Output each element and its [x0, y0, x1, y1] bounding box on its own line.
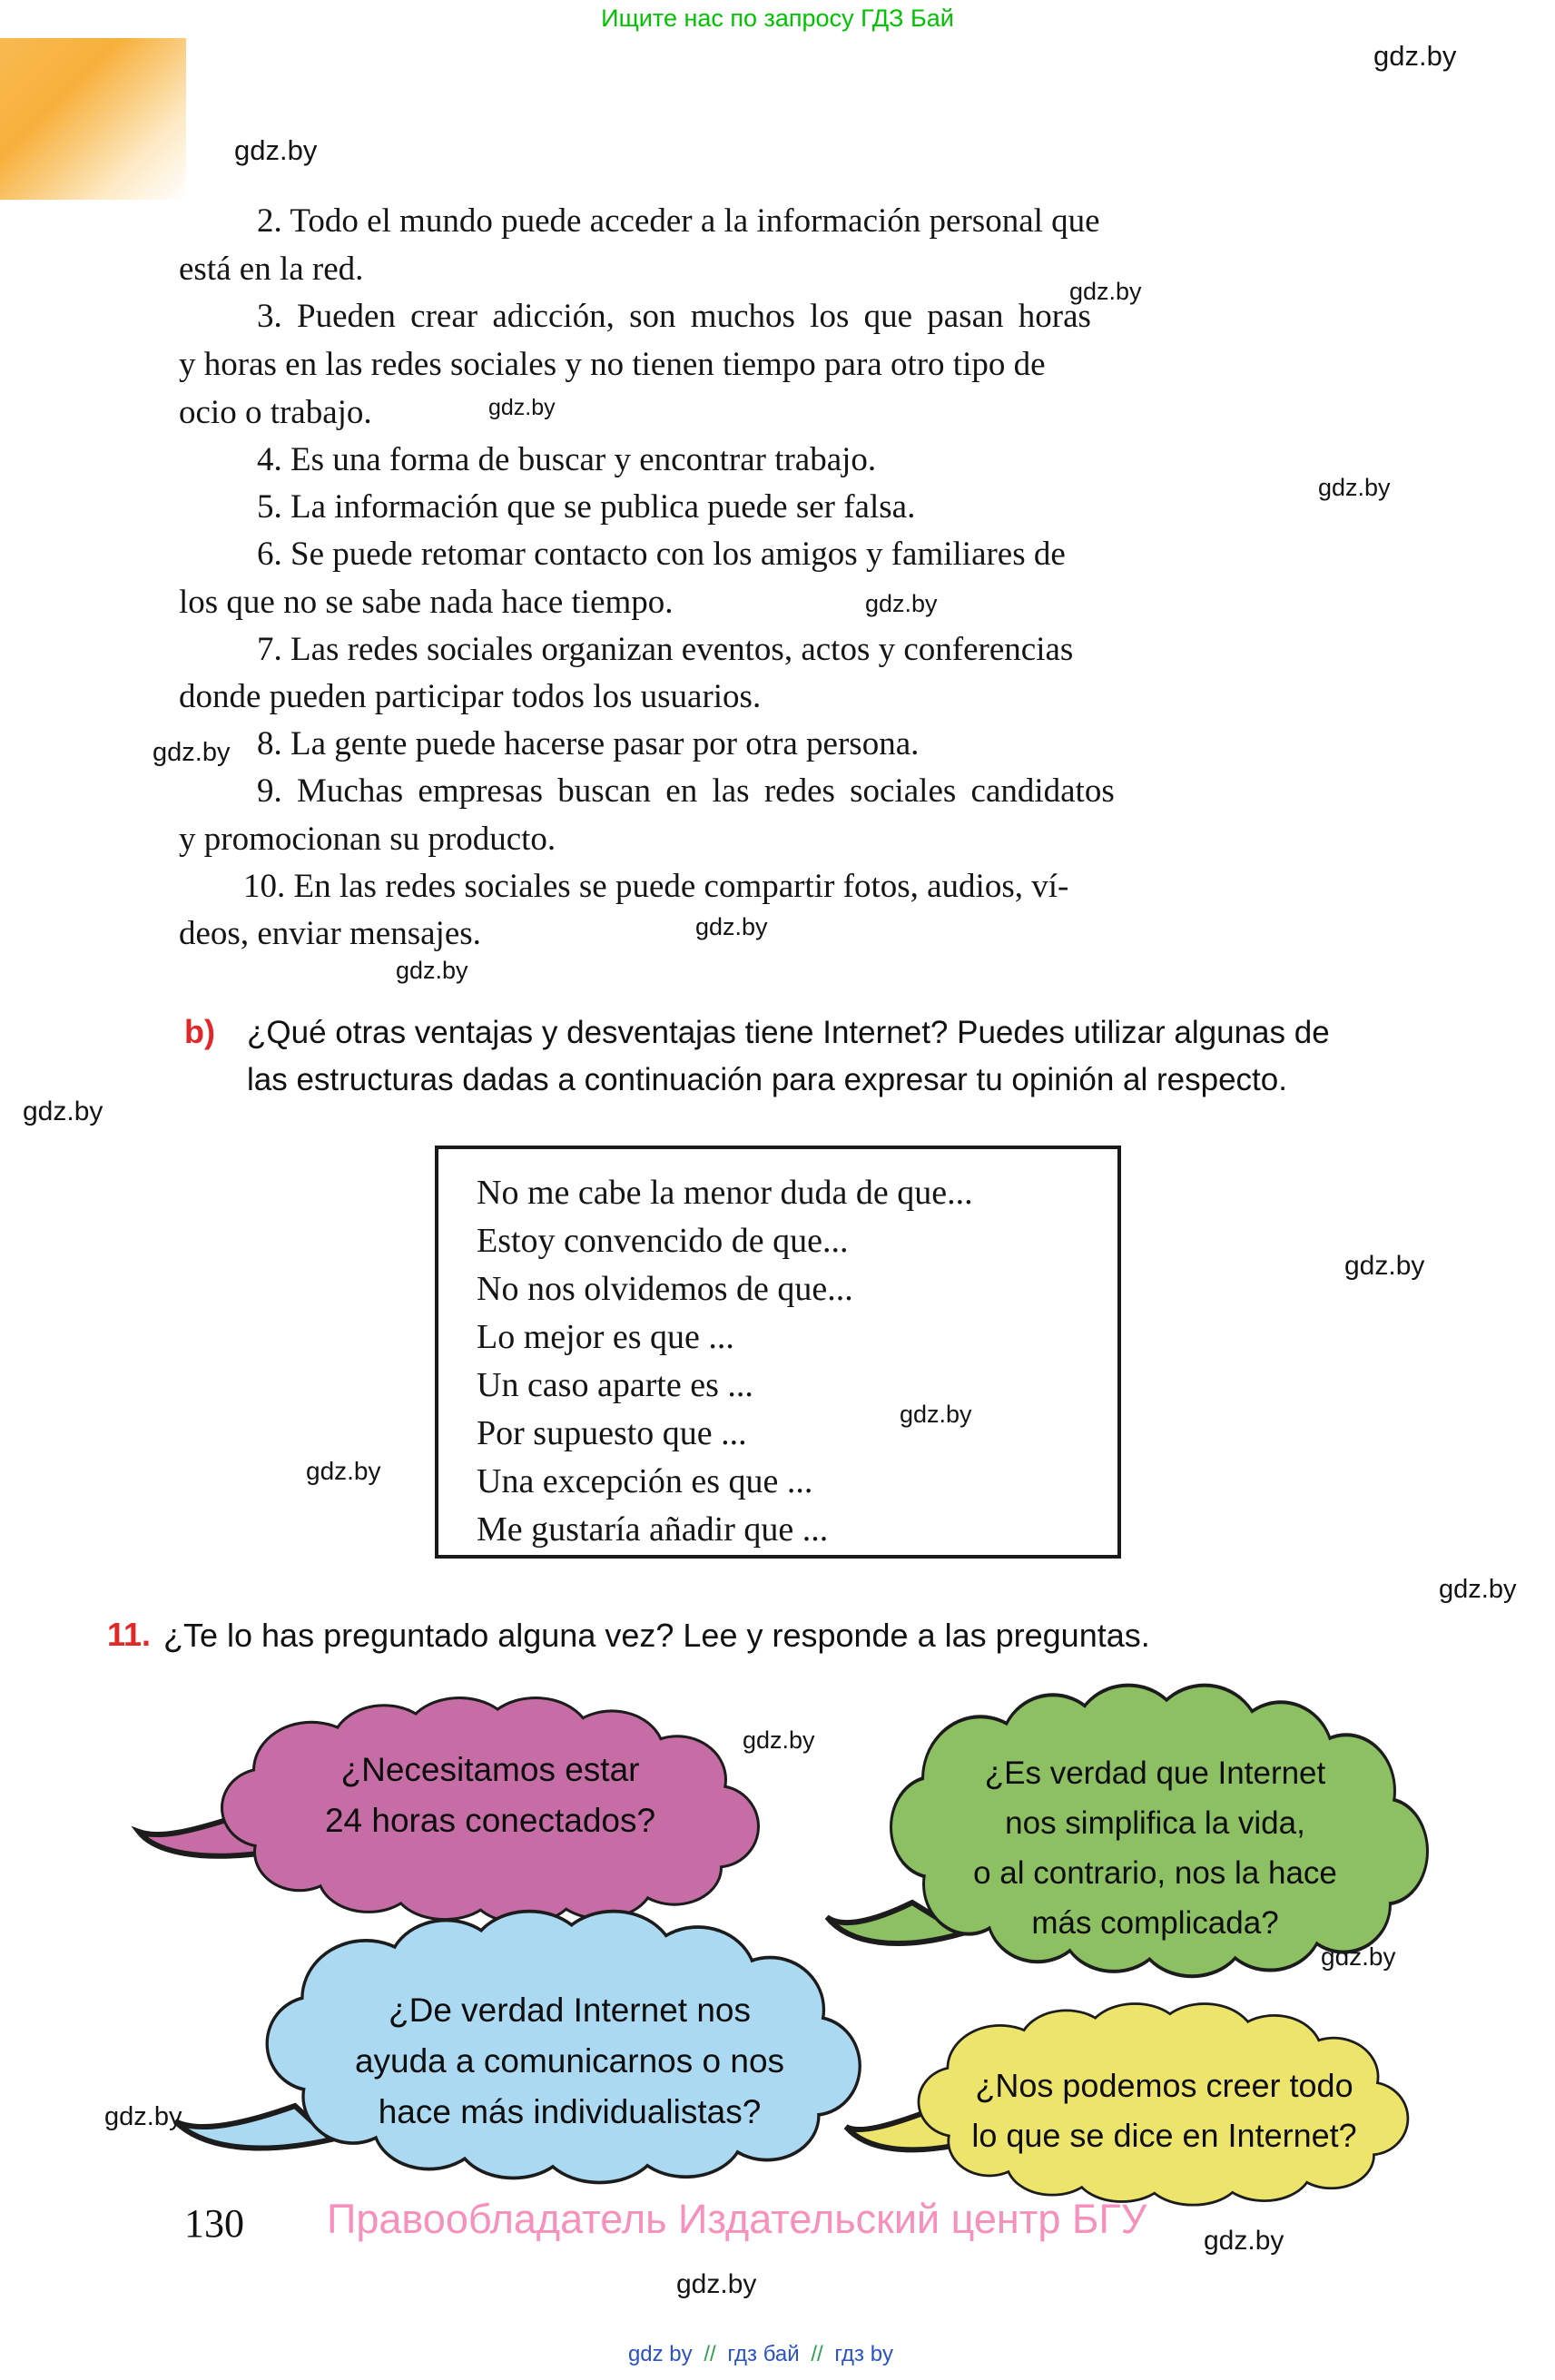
task-b-line: las estructuras dadas a continuación para expresar tu opinión al respecto. — [247, 1062, 1287, 1097]
bottom-link: гдз by — [834, 2342, 894, 2366]
task-b-line: ¿Qué otras ventajas y desventajas tiene Internet? Puedes utilizar algunas de — [247, 1015, 1330, 1050]
list-line: 4. Es una forma de buscar y encontrar trabajo. — [257, 441, 877, 478]
watermark: gdz.by — [23, 1097, 103, 1126]
page-number: 130 — [184, 2201, 244, 2246]
list-line: 8. La gente puede hacerse pasar por otra persona. — [257, 725, 920, 762]
bubble-blue-text: ¿De verdad Internet nos ayuda a comunicarnos o nos hace más individualistas? — [354, 1992, 785, 2130]
promo-banner: Ищите нас по запросу ГДЗ Бай — [601, 5, 954, 32]
watermark: gdz.by — [306, 1457, 381, 1485]
list-line: 10. En las redes sociales se puede compartir fotos, audios, ví- — [243, 868, 1069, 905]
watermark: gdz.by — [676, 2269, 757, 2299]
bubble-green-text: ¿Es verdad que Internet nos simplifica la vida, o al contrario, nos la hace más complicada? — [973, 1755, 1337, 1941]
structure-phrase: No me cabe la menor duda de que... — [477, 1174, 973, 1212]
task-b-label: b) — [184, 1013, 215, 1050]
structure-phrase: Lo mejor es que ... — [477, 1318, 734, 1356]
watermark: gdz.by — [396, 957, 468, 984]
structure-phrase: Estoy convencido de que... — [477, 1222, 849, 1260]
bottom-links-line — [552, 2342, 969, 2367]
watermark: gdz.by — [695, 913, 768, 940]
watermark: gdz.by — [488, 395, 556, 420]
watermark: gdz.by — [1321, 1942, 1396, 1971]
bubble-yellow-text: ¿Nos podemos creer todo lo que se dice en Internet? — [971, 2067, 1357, 2154]
watermark: gdz.by — [234, 134, 318, 166]
structure-phrase: Un caso aparte es ... — [477, 1366, 753, 1404]
list-line: y horas en las redes sociales y no tienen tiempo para otro tipo de — [179, 346, 1046, 383]
list-line: está en la red. — [179, 251, 364, 288]
structure-phrase: Me gustaría añadir que ... — [477, 1510, 829, 1549]
list-line: 7. Las redes sociales organizan eventos, actos y conferencias — [257, 631, 1074, 668]
structure-phrase: Una excepción es que ... — [477, 1462, 813, 1500]
structure-phrase: No nos olvidemos de que... — [477, 1270, 853, 1308]
bottom-link: гдз бай — [727, 2342, 800, 2366]
list-line: 5. La información que se publica puede ser falsa. — [257, 488, 916, 526]
watermark: gdz.by — [104, 2102, 182, 2131]
watermark: gdz.by — [900, 1401, 972, 1428]
list-line: donde pueden participar todos los usuarios. — [179, 678, 762, 715]
watermark: gdz.by — [1344, 1251, 1425, 1281]
list-line: los que no se sabe nada hace tiempo. — [179, 584, 674, 621]
list-line: y promocionan su producto. — [179, 821, 556, 858]
watermark: gdz.by — [865, 590, 938, 617]
task-11-label: 11. — [107, 1616, 152, 1653]
publisher-line: Правообладатель Издательский центр БГУ — [327, 2196, 1147, 2242]
bottom-separator: // — [704, 2342, 716, 2366]
bottom-link: gdz by — [627, 2342, 693, 2366]
structure-phrase: Por supuesto que ... — [477, 1414, 747, 1452]
orange-gradient-block — [0, 38, 186, 200]
list-line: 9. Muchas empresas buscan en las redes sociales candidatos — [257, 772, 1115, 810]
watermark: gdz.by — [1069, 278, 1142, 305]
watermark: gdz.by — [1439, 1575, 1517, 1604]
list-line: deos, enviar mensajes. — [179, 915, 481, 952]
watermark: gdz.by — [153, 738, 231, 767]
watermark: gdz.by — [1373, 40, 1457, 72]
list-line: ocio o trabajo. — [179, 394, 372, 431]
watermark: gdz.by — [1318, 474, 1391, 501]
list-line: 2. Todo el mundo puede acceder a la información personal que — [257, 202, 1100, 240]
bubble-pink-text: ¿Necesitamos estar 24 horas conectados? — [324, 1751, 656, 1839]
watermark: gdz.by — [1204, 2226, 1284, 2256]
list-line: 3. Pueden crear adicción, son muchos los que pasan horas — [257, 298, 1091, 335]
list-line: 6. Se puede retomar contacto con los amigos y familiares de — [257, 536, 1066, 573]
structures-box — [435, 1146, 1121, 1559]
watermark: gdz.by — [743, 1726, 815, 1754]
bottom-separator: // — [811, 2342, 823, 2366]
task-11-text: ¿Te lo has preguntado alguna vez? Lee y responde a las preguntas. — [163, 1617, 1150, 1654]
